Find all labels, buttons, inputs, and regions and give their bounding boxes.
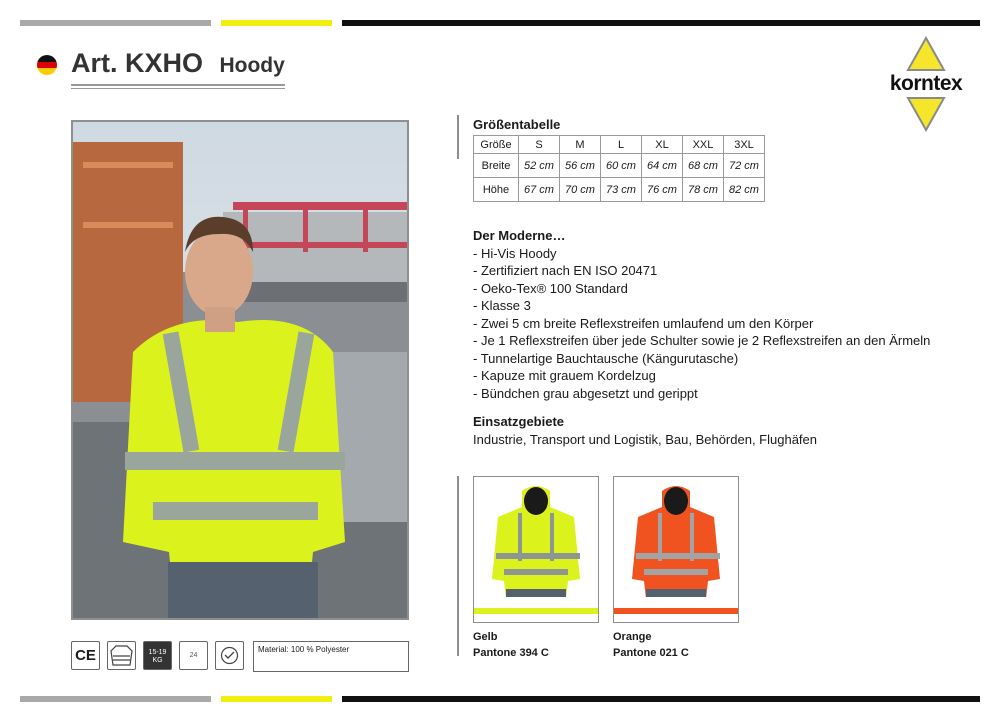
table-cell: 78 cm <box>683 178 724 202</box>
usage-section <box>473 413 817 449</box>
weight-value: 15-19 <box>148 649 167 656</box>
top-bar-yellow <box>221 20 332 26</box>
feature-list <box>473 245 930 403</box>
usage-text: Industrie, Transport und Logistik, Bau, Behörden, Flughäfen <box>473 432 817 447</box>
color-pantone: Pantone 394 C <box>473 647 549 659</box>
brand-name: korntex <box>889 72 963 95</box>
table-row-label: Breite <box>474 154 519 178</box>
hoodie-orange-illustration <box>614 477 738 597</box>
hoodie-yellow-illustration <box>474 477 598 597</box>
color-name: Orange <box>613 631 652 643</box>
table-cell: 82 cm <box>724 178 765 202</box>
divider-line <box>457 115 459 159</box>
usage-title: Einsatzgebiete <box>473 414 565 429</box>
bottom-bar-black <box>342 696 980 702</box>
list-item: - Kapuze mit grauem Kordelzug <box>473 368 656 383</box>
pack-quantity: 24 <box>189 652 198 659</box>
table-header-cell: XL <box>642 136 683 154</box>
oeko-tex-circle-icon <box>216 642 243 669</box>
weight-icon <box>143 641 172 670</box>
table-cell: 72 cm <box>724 154 765 178</box>
weight-unit: KG <box>152 657 163 664</box>
table-header-cell: M <box>560 136 601 154</box>
table-row-label: Höhe <box>474 178 519 202</box>
table-cell: 60 cm <box>601 154 642 178</box>
color-stripe-orange <box>614 608 738 614</box>
list-item: - Oeko-Tex® 100 Standard <box>473 280 628 296</box>
table-header-cell: 3XL <box>724 136 765 154</box>
material-info: Material: 100 % Polyester <box>253 641 409 672</box>
table-cell: 56 cm <box>560 154 601 178</box>
article-number: Art. KXHO <box>71 48 204 78</box>
table-row <box>474 154 765 178</box>
size-table <box>473 135 765 202</box>
product-name: Hoody <box>219 54 285 77</box>
table-header-cell: XXL <box>683 136 724 154</box>
table-cell: 76 cm <box>642 178 683 202</box>
german-flag-icon <box>37 55 57 75</box>
table-cell: 67 cm <box>519 178 560 202</box>
table-header-cell: Größe <box>474 136 519 154</box>
korntex-logo <box>880 36 972 132</box>
bottom-bar-yellow <box>221 696 332 702</box>
table-row <box>474 178 765 202</box>
product-photo <box>71 120 409 620</box>
list-item: - Zwei 5 cm breite Reflexstreifen umlaufend um den Körper <box>473 315 814 331</box>
table-header-cell: L <box>601 136 642 154</box>
photo-illustration <box>73 122 407 618</box>
table-cell: 70 cm <box>560 178 601 202</box>
color-label-orange <box>613 629 689 661</box>
pack-box-icon <box>179 641 208 670</box>
ce-mark-icon <box>71 641 100 670</box>
color-label-yellow <box>473 629 549 661</box>
table-header-row <box>474 136 765 154</box>
color-stripe-yellow <box>474 608 598 614</box>
color-swatch-yellow <box>473 476 599 623</box>
description-title: Der Moderne… <box>473 228 566 243</box>
list-item: - Tunnelartige Bauchtausche (Kängurutasche) <box>473 350 739 366</box>
table-cell: 68 cm <box>683 154 724 178</box>
list-item: - Zertifiziert nach EN ISO 20471 <box>473 263 658 278</box>
title-underline-thin <box>71 88 285 89</box>
table-header-cell: S <box>519 136 560 154</box>
color-pantone: Pantone 021 C <box>613 647 689 659</box>
hi-vis-vest-icon <box>108 642 135 669</box>
list-item: - Hi-Vis Hoody <box>473 245 557 261</box>
table-cell: 64 cm <box>642 154 683 178</box>
size-table-title: Größentabelle <box>473 117 561 132</box>
list-item: - Klasse 3 <box>473 298 531 313</box>
table-cell: 73 cm <box>601 178 642 202</box>
color-name: Gelb <box>473 631 498 643</box>
divider-line-lower <box>457 476 459 656</box>
list-item: - Je 1 Reflexstreifen über jede Schulter sowie je 2 Reflexstreifen an den Ärmeln <box>473 333 931 348</box>
title-underline <box>71 84 285 86</box>
table-cell: 52 cm <box>519 154 560 178</box>
bottom-bar-gray <box>20 696 211 702</box>
oeko-tex-icon <box>215 641 244 670</box>
ce-mark-text: CE <box>75 647 96 664</box>
product-description <box>473 227 930 402</box>
color-swatch-orange <box>613 476 739 623</box>
list-item: - Bündchen grau abgesetzt und gerippt <box>473 385 698 401</box>
page-title <box>71 48 285 79</box>
top-bar-gray <box>20 20 211 26</box>
hi-vis-garment-icon <box>107 641 136 670</box>
top-bar-black <box>342 20 980 26</box>
